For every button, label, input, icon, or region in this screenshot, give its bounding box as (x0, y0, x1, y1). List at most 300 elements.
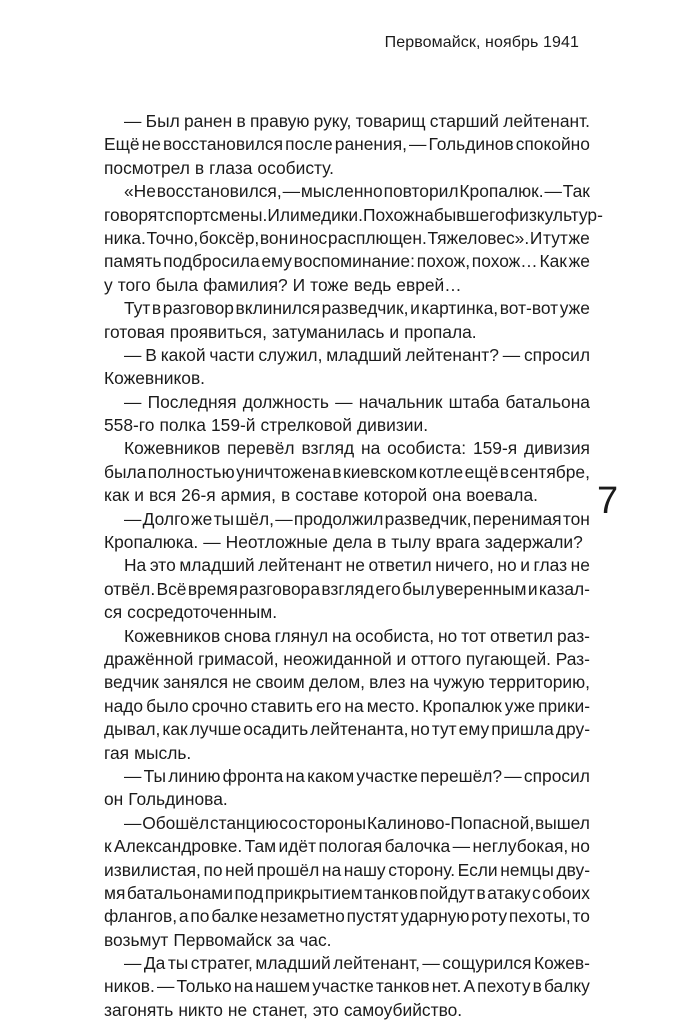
word: это (149, 555, 176, 576)
word: лейтенант. (503, 111, 590, 131)
word: посмотрел (104, 157, 190, 178)
word: память (104, 251, 162, 272)
word: она (432, 485, 462, 506)
word: и (410, 298, 420, 319)
word: Точно, (146, 227, 199, 248)
word: гая (104, 742, 130, 763)
word: же (568, 227, 590, 248)
word: говорят (104, 204, 166, 225)
word: взгляд (301, 438, 355, 459)
text-line (104, 975, 590, 998)
word: ответил (489, 625, 554, 646)
word: пойдут (419, 882, 476, 903)
word: его (375, 578, 401, 599)
word: — (504, 765, 522, 786)
word: продолжил (293, 508, 384, 529)
word: дивизия (524, 438, 590, 459)
word: не (345, 555, 365, 576)
word: нос (299, 227, 328, 248)
word: тот (461, 625, 487, 646)
word: в (499, 461, 509, 482)
text-line (104, 765, 590, 788)
word: балочка (384, 836, 451, 857)
word: не (227, 999, 248, 1020)
word: нет. (431, 976, 462, 997)
word: идёт (278, 836, 317, 857)
word: не (141, 134, 161, 155)
word: глаз (533, 555, 568, 576)
word: Александровке. (114, 836, 243, 857)
word: обоих (542, 882, 590, 903)
word: линию (168, 765, 221, 786)
word: пологая (318, 836, 383, 857)
word: после (285, 134, 333, 155)
word: же (191, 508, 213, 529)
word: территорию, (488, 672, 590, 693)
word: 26-я (181, 485, 216, 506)
word: спросил (523, 765, 590, 786)
text-line (104, 671, 590, 694)
word: неглубокая, (472, 836, 569, 857)
word: казал- (538, 578, 590, 599)
word: мя (104, 882, 126, 903)
text-line (104, 250, 590, 273)
word: занялся (163, 672, 228, 693)
word: тон (562, 508, 590, 529)
word: перевёл (227, 438, 295, 459)
word: за (276, 929, 295, 950)
word: но (497, 555, 517, 576)
word: тут (543, 227, 568, 248)
word: разговора (239, 578, 320, 599)
text-line (104, 999, 590, 1022)
word: а (178, 906, 189, 927)
word: на (409, 672, 429, 693)
word: пехоты, (508, 906, 571, 927)
word: по (203, 859, 223, 880)
word: дивизии. (357, 415, 429, 436)
word: задержали? (484, 532, 583, 553)
word: ведчик (104, 672, 159, 693)
word: немцы (500, 859, 554, 880)
word: Кожевников (124, 625, 221, 646)
word: 558-го (104, 415, 155, 436)
text-line (104, 905, 590, 928)
page-number: 7 (597, 480, 619, 522)
word: час. (299, 929, 332, 950)
word: вышел (534, 812, 590, 833)
word: в (236, 111, 246, 131)
text-line (104, 461, 590, 484)
word: ранен (183, 111, 233, 131)
word: особиста: (387, 438, 467, 459)
word: и (134, 485, 144, 506)
word: каком (307, 765, 355, 786)
word: медики. (299, 204, 363, 225)
word: глянул (274, 625, 329, 646)
word: прошёл (256, 859, 320, 880)
text-line (104, 414, 590, 437)
word: пугающей. (465, 648, 551, 669)
word: чужую (433, 672, 485, 693)
word: похож, (416, 251, 471, 272)
word: своим (255, 672, 305, 693)
text-line (104, 742, 590, 765)
word: ников. (104, 976, 155, 997)
word: в (280, 485, 291, 506)
word: пришла (491, 719, 554, 740)
word: того (117, 274, 151, 295)
word: — (124, 953, 142, 974)
text-line (104, 297, 590, 320)
word: воспоминание: (293, 251, 415, 272)
word: извилистая, (104, 859, 201, 880)
word: Кропалюк. (459, 181, 544, 202)
text-line (104, 180, 590, 203)
word: лейтенант? (405, 344, 499, 365)
word: танков (364, 882, 418, 903)
word: была (104, 461, 147, 482)
word: боксёр, (198, 227, 260, 248)
word: дывал, (104, 719, 161, 740)
word: дву- (556, 859, 590, 880)
text-line (104, 812, 590, 835)
word: служил, (258, 344, 323, 365)
word: — (124, 508, 142, 529)
word: Был (145, 111, 180, 131)
word: в (332, 461, 342, 482)
word: был (402, 578, 435, 599)
word: ся (104, 602, 123, 623)
word: армия, (220, 485, 276, 506)
text-line (104, 578, 590, 601)
word: ника. (104, 227, 146, 248)
word: влез (369, 672, 406, 693)
word: ранения, (334, 134, 407, 155)
word: ещё (464, 461, 499, 482)
word: на (285, 765, 305, 786)
word: глаза (209, 157, 253, 178)
word: это (312, 999, 339, 1020)
word: А (463, 976, 476, 997)
word: Первомайск (173, 929, 272, 950)
word: балку (544, 976, 590, 997)
word: в (476, 882, 486, 903)
word: ответил (368, 555, 432, 576)
text-line (104, 133, 590, 156)
word: — (452, 836, 471, 857)
word: части (209, 344, 255, 365)
word: сентябре, (510, 461, 590, 482)
word: пустят (346, 906, 399, 927)
word: ему (261, 251, 292, 272)
word: — (124, 391, 142, 412)
word: ничего, (435, 555, 494, 576)
word: — (124, 344, 142, 365)
word: шёл, (235, 508, 274, 529)
text-line (104, 625, 590, 648)
word: лейтенант (258, 555, 343, 576)
word: врага (435, 532, 480, 553)
text-line (104, 929, 590, 952)
word: батальона (505, 391, 590, 412)
word: и (389, 321, 400, 342)
text-line (104, 718, 590, 741)
word: на (332, 625, 352, 646)
word: вклинился (235, 298, 321, 319)
text-line (104, 952, 590, 975)
word: ведь (353, 274, 392, 295)
word: срочно (191, 695, 248, 716)
word: пехоту (477, 976, 531, 997)
word: Калиново-Попасной, (366, 812, 535, 833)
word: мысль. (134, 742, 192, 763)
word: — (335, 391, 353, 412)
word: подбросила (163, 251, 260, 272)
word: Ещё (104, 134, 140, 155)
word: в (377, 532, 387, 553)
word: — (124, 111, 142, 131)
word: Кропалюк (422, 695, 502, 716)
word: загонять (104, 999, 174, 1020)
text-line (104, 648, 590, 671)
word: не (232, 672, 252, 693)
text-line (104, 391, 590, 414)
text-line (104, 344, 590, 367)
word: возьмут (104, 929, 169, 950)
word: нашу (343, 859, 386, 880)
word: Гольдинова. (128, 789, 228, 810)
word: взгляд (321, 578, 375, 599)
word: самоубийство. (343, 999, 463, 1020)
text-line (104, 695, 590, 718)
word: котле (418, 461, 464, 482)
word: разговор (162, 298, 234, 319)
word: Как (539, 251, 567, 272)
word: расплющен. (327, 227, 427, 248)
word: разведчик, (384, 508, 472, 529)
word: ставить (250, 695, 313, 716)
word: тут (431, 719, 457, 740)
word: была (155, 274, 199, 295)
word: тылу (391, 532, 431, 553)
word: — (275, 508, 293, 529)
word: воевала. (466, 485, 538, 506)
word: под (234, 882, 264, 903)
word: составе (295, 485, 359, 506)
word: по (190, 906, 210, 927)
word: дела (332, 532, 373, 553)
word: Кожевников. (104, 368, 206, 389)
text-line (104, 531, 590, 554)
word: делом, (308, 672, 365, 693)
text-line (104, 508, 590, 531)
word: штаба (448, 391, 500, 412)
text-line (104, 554, 590, 577)
text-line (104, 274, 590, 297)
text-line (104, 157, 590, 180)
word: Раз- (555, 648, 590, 669)
word: в (532, 976, 542, 997)
word: ударную (400, 906, 470, 927)
word: Кожевников (124, 438, 221, 459)
word: и (520, 555, 530, 576)
word: товарищ (355, 111, 426, 131)
word: уничтожена (236, 461, 331, 482)
word: но (570, 836, 590, 857)
word: же (568, 251, 590, 272)
word: — (502, 344, 521, 365)
word: бывшего (433, 204, 505, 225)
text-line (104, 788, 590, 811)
word: дру- (555, 719, 590, 740)
word: но (410, 719, 430, 740)
word: Так (562, 181, 590, 202)
word: флангов, (104, 906, 178, 927)
word: Долго (142, 508, 190, 529)
word: Гольдинов (428, 134, 514, 155)
word: — (203, 532, 221, 553)
word: Похож (362, 204, 415, 225)
word: начальник (358, 391, 443, 412)
word: «Не (124, 181, 156, 202)
word: руку, (313, 111, 352, 131)
word: Кожев- (533, 953, 590, 974)
word: еврей… (396, 274, 462, 295)
text-line (104, 110, 590, 133)
word: его (315, 695, 342, 716)
word: спортсмены. (165, 204, 268, 225)
word: Только (176, 976, 232, 997)
word: — (409, 134, 427, 155)
word: участке (312, 976, 374, 997)
word: — (282, 181, 300, 202)
word: в (151, 298, 162, 319)
word: разведчик, (321, 298, 409, 319)
word: прики- (538, 695, 590, 716)
word: спросил (523, 344, 590, 365)
word: у (104, 274, 113, 295)
word: ты (167, 953, 189, 974)
word: восстановился, (156, 181, 282, 202)
word: сощурился (442, 953, 532, 974)
word: Последняя (147, 391, 237, 412)
word: спокойно (515, 134, 590, 155)
word: затуманилась (271, 321, 385, 342)
word: полностью (147, 461, 235, 482)
word: стороны (298, 812, 367, 833)
word: танков (375, 976, 430, 997)
word: Всё (156, 578, 187, 599)
word: фронта (222, 765, 284, 786)
word: и (527, 578, 538, 599)
word: дражённой (104, 648, 194, 669)
word: — (124, 765, 142, 786)
word: старший (429, 111, 499, 131)
word: неожиданной (283, 648, 392, 669)
word: пропала. (404, 321, 477, 342)
word: роту (471, 906, 508, 927)
word: — (544, 181, 562, 202)
word: похож… (471, 251, 538, 272)
word: восстановился (163, 134, 284, 155)
word: батальонами (126, 882, 233, 903)
word: место. (366, 695, 420, 716)
word: как (162, 719, 188, 740)
word: Кропалюка. (104, 532, 199, 553)
word: мысленно (300, 181, 383, 202)
word: время (187, 578, 238, 599)
word: лейтенант, (333, 953, 420, 974)
text-line (104, 321, 590, 344)
word: уже (504, 695, 535, 716)
word: младший (255, 953, 331, 974)
word: гримасой, (198, 648, 279, 669)
word: на (344, 695, 364, 716)
word: осадить (243, 719, 309, 740)
word: — (422, 953, 440, 974)
word: проявиться, (169, 321, 267, 342)
word: то (572, 906, 590, 927)
word: готовая (104, 321, 165, 342)
word: В (145, 344, 157, 365)
word: с (532, 882, 541, 903)
word: на (321, 859, 342, 880)
word: атаку (487, 882, 531, 903)
word: 159-й (210, 415, 256, 436)
word: ней (225, 859, 255, 880)
word: И (292, 274, 306, 295)
word: но (437, 625, 458, 646)
text-line (104, 859, 590, 882)
word: к (104, 836, 112, 857)
word: балке (211, 906, 259, 927)
word: должность (242, 391, 329, 412)
word: участке (356, 765, 418, 786)
word: на (361, 438, 381, 459)
word: тоже (310, 274, 349, 295)
word: вся (149, 485, 177, 506)
word: сосредоточенным. (127, 602, 278, 623)
word: особисту. (257, 157, 334, 178)
word: Обошёл (142, 812, 210, 833)
text-line (104, 227, 590, 250)
word: лейтенанта, (310, 719, 409, 740)
word: оттого (410, 648, 462, 669)
word: незаметно (260, 906, 345, 927)
word: было (146, 695, 189, 716)
text-line (104, 484, 590, 507)
word: младший (179, 555, 255, 576)
word: и (288, 227, 299, 248)
word: уже (559, 298, 590, 319)
word: лучше (189, 719, 242, 740)
word: Тут (124, 298, 151, 319)
word: станет, (252, 999, 308, 1020)
word: повторил (383, 181, 459, 202)
word: Да (143, 953, 166, 974)
word: — (124, 812, 142, 833)
word: не (570, 555, 590, 576)
word: 159-я (472, 438, 518, 459)
word: картинка, (421, 298, 499, 319)
text-line (104, 601, 590, 624)
word: со (279, 812, 298, 833)
word: И (529, 227, 543, 248)
body-text (104, 110, 603, 1022)
word: и (396, 648, 407, 669)
word: никто (178, 999, 223, 1020)
